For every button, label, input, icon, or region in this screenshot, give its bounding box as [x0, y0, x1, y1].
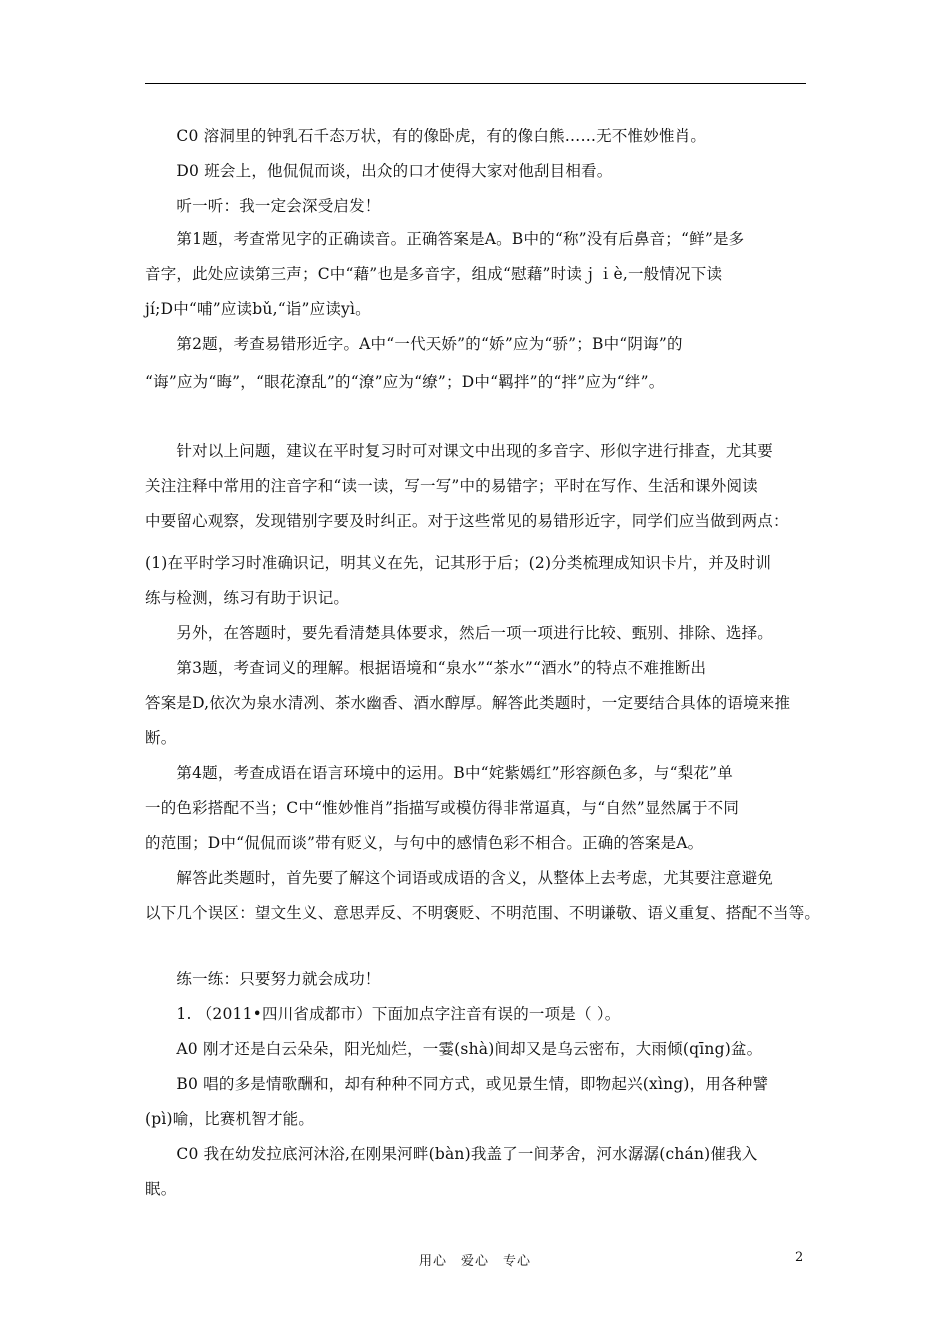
page-number: 2 — [795, 1250, 804, 1265]
text-line: 第1题，考查常见字的正确读音。正确答案是A。B中的“称”没有后鼻音；“鲜”是多 — [145, 230, 745, 248]
text-line: 中要留心观察，发现错别字要及时纠正。对于这些常见的易错形近字，同学们应当做到两点： — [145, 512, 789, 530]
header-rule — [145, 83, 806, 84]
footer-motto: 用心 爱心 专心 — [418, 1254, 531, 1269]
text-line: 第3题，考查词义的理解。根据语境和“泉水”“茶水”“酒水”的特点不难推断出 — [145, 659, 707, 677]
text-line: 1. （2011•四川省成都市）下面加点字注音有误的一项是（ ）。 — [145, 1005, 621, 1023]
text-line: 练与检测，练习有助于识记。 — [145, 589, 350, 607]
text-line: “诲”应为“晦”，“眼花潦乱”的“潦”应为“缭”；D中“羁拌”的“拌”应为“绊”。 — [145, 373, 665, 391]
text-line: 听一听：我一定会深受启发！ — [145, 197, 381, 215]
text-line: 第4题，考查成语在语言环境中的运用。B中“姹紫嫣红”形容颜色多，与“梨花”单 — [145, 764, 733, 782]
text-line: 解答此类题时，首先要了解这个词语或成语的含义，从整体上去考虑，尤其要注意避免 — [145, 869, 774, 887]
text-line: 以下几个误区：望文生义、意思弄反、不明褒贬、不明范围、不明谦敬、语义重复、搭配不当等。 — [145, 904, 821, 922]
text-line: 关注注释中常用的注音字和“读一读，写一写”中的易错字；平时在写作、生活和课外阅读 — [145, 477, 758, 495]
text-line: 另外，在答题时，要先看清楚具体要求，然后一项一项进行比较、甄别、排除、选择。 — [145, 624, 774, 642]
text-line: 第2题，考查易错形近字。A中“一代天娇”的“娇”应为“骄”；B中“阴诲”的 — [145, 335, 683, 353]
text-line: 一的色彩搭配不当；C中“惟妙惟肖”指描写或模仿得非常逼真，与“自然”显然属于不同 — [145, 799, 740, 817]
text-line: 音字，此处应读第三声；C中“藉”也是多音字，组成“慰藉”时读ｊｉè,一般情况下读 — [145, 265, 723, 283]
text-line: 针对以上问题，建议在平时复习时可对课文中出现的多音字、形似字进行排查，尤其要 — [145, 442, 774, 460]
text-line: C0 溶洞里的钟乳石千态万状，有的像卧虎，有的像白熊……无不惟妙惟肖。 — [145, 127, 707, 145]
text-line: 眠。 — [145, 1180, 177, 1198]
text-line: 答案是D,依次为泉水清冽、茶水幽香、酒水醇厚。解答此类题时，一定要结合具体的语境来推 — [145, 694, 791, 712]
text-line: C0 我在幼发拉底河沐浴,在刚果河畔(bàn)我盖了一间茅舍，河水潺潺(chán)催我入 — [145, 1145, 758, 1163]
text-line: (pì)喻，比赛机智才能。 — [145, 1110, 315, 1128]
text-line: B0 唱的多是情歌酬和，却有种种不同方式，或见景生情，即物起兴(xìng)，用各种譬 — [145, 1075, 769, 1093]
text-line: 练一练：只要努力就会成功！ — [145, 970, 381, 988]
text-line: 断。 — [145, 729, 177, 747]
text-line: 的范围；D中“侃侃而谈”带有贬义，与句中的感情色彩不相合。正确的答案是A。 — [145, 834, 704, 852]
text-line: jí;D中“哺”应读bǔ,“诣”应读yì。 — [145, 300, 371, 318]
text-line: D0 班会上，他侃侃而谈，出众的口才使得大家对他刮目相看。 — [145, 162, 613, 180]
text-line: (1)在平时学习时准确识记，明其义在先，记其形于后；(2)分类梳理成知识卡片，并及时训 — [145, 554, 772, 572]
text-line: A0 刚才还是白云朵朵，阳光灿烂，一霎(shà)间却又是乌云密布，大雨倾(qīng)盆。 — [145, 1040, 763, 1058]
